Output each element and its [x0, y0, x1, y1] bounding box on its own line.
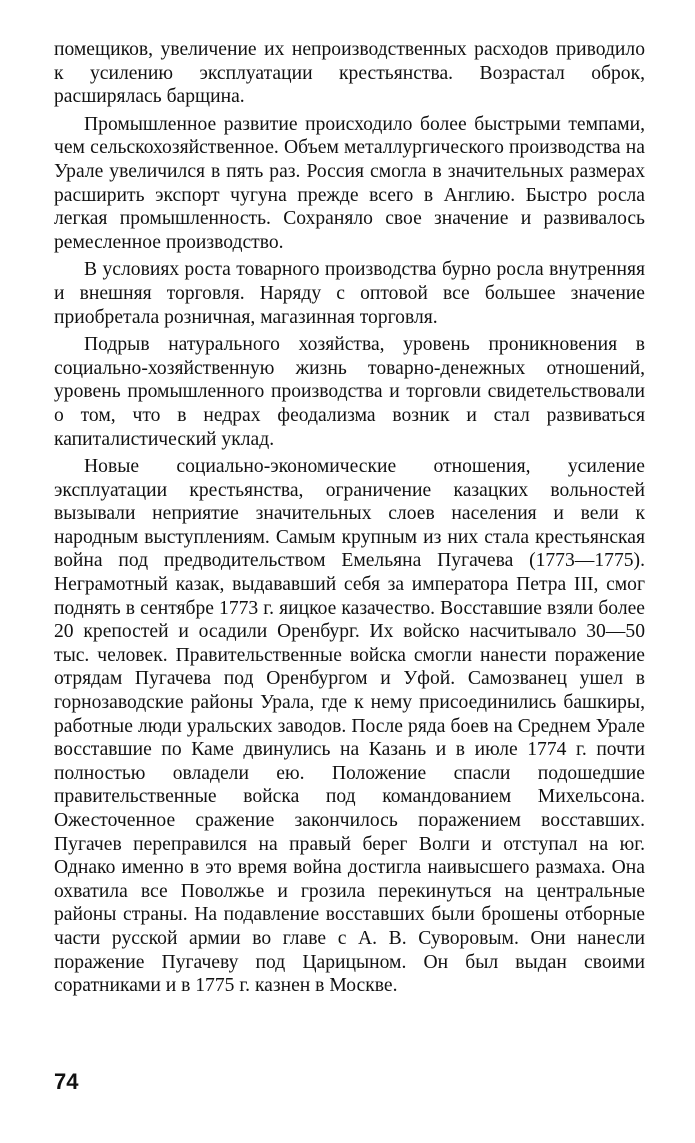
paragraph-3: В условиях роста товарного производства бурно росла внутренняя и внешняя торговля. Наряду с оптовой все большее значение приобретала розничная, магазинная торговля.: [54, 259, 645, 328]
paragraph-5: Новые социально-экономические отношения, усиление эксплуатации крестьянства, ограничение казацких вольностей вызывали неприятие значительных слоев населения и вели к народным выступлениям. Самым крупным из них стала крестьянская война под предводительством Емельяна Пугачева (1773—1775). Неграмотный казак, выдававший себя за императора Петра III, смог поднять в сентябре 1773 г. яицкое казачество. Восставшие взяли более 20 крепостей и осадили Оренбург. Их войско насчитывало 30—50 тыс. человек. Правительственные войска смогли нанести поражение отрядам Пугачева под Оренбургом и Уфой. Самозванец ушел в горнозаводские районы Урала, где к нему присоединились башкиры, работные люди уральских заводов. После ряда боев на Среднем Урале восставшие по Каме двинулись на Казань и в июле 1774 г. почти полностью овладели ею. Положение спасли подошедшие правительственные войска под командованием Михельсона. Ожесточенное сражение закончилось поражением восставших. Пугачев переправился на правый берег Волги и отступал на юг. Однако именно в это время война достигла наивысшего размаха. Она охватила все Поволжье и грозила перекинуться на центральные районы страны. На подавление восставших были брошены отборные части русской армии во главе с А. В. Суворовым. Они нанесли поражение Пугачеву под Царицыном. Он был выдан своими соратниками и в 1775 г. казнен в Москве.: [54, 456, 645, 997]
paragraph-4: Подрыв натурального хозяйства, уровень проникновения в социально-хозяйственную жизнь товарно-денежных отношений, уровень промышленного производства и торговли свидетельствовали о том, что в недрах феодализма возник и стал развиваться капиталистический уклад.: [54, 334, 645, 450]
paragraph-1: помещиков, увеличение их непроизводственных расходов приводило к усилению эксплуатации крестьянства. Возрастал оброк, расширялась барщина.: [54, 39, 645, 108]
paragraph-2: Промышленное развитие происходило более быстрыми темпами, чем сельскохозяйственное. Объем металлургического производства на Урале увеличился в пять раз. Россия смогла в значительных размерах расширить экспорт чугуна прежде всего в Англию. Быстро росла легкая промышленность. Сохраняло свое значение и развивалось ремесленное производство.: [54, 113, 645, 253]
page-number: 74: [54, 1069, 79, 1094]
body-text: [54, 38, 645, 998]
